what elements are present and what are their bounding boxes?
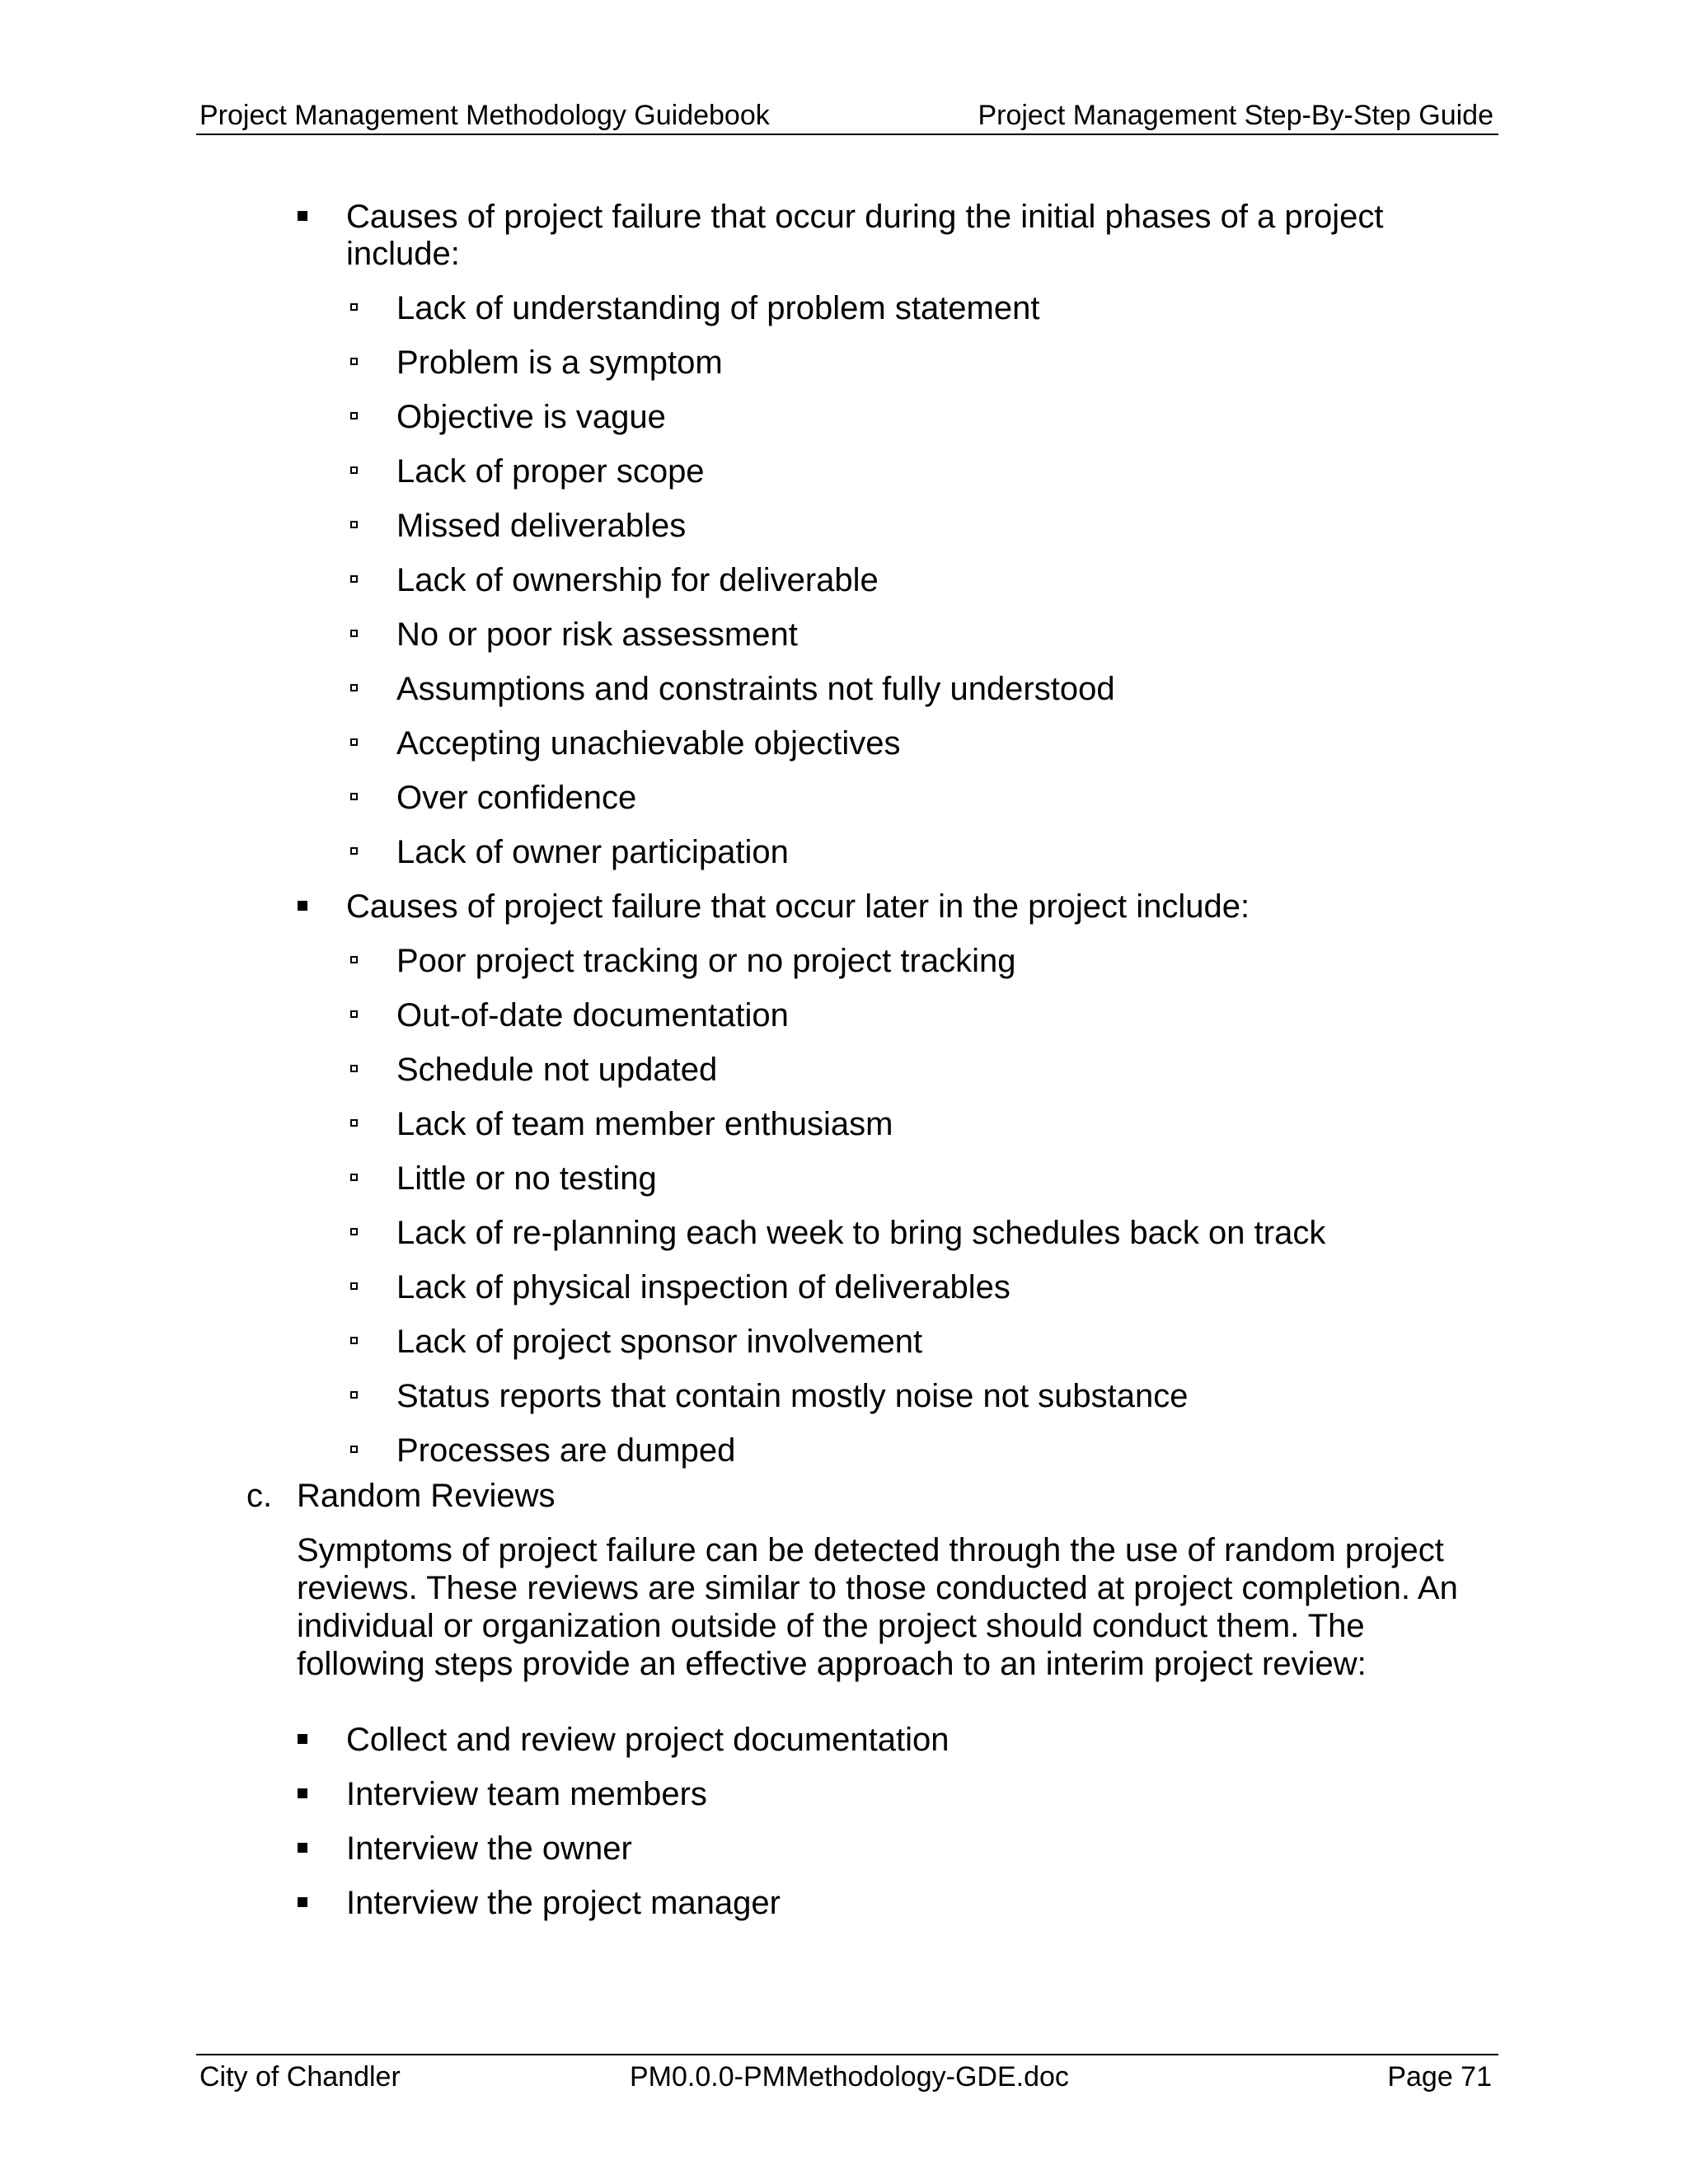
square-bullet-icon xyxy=(298,1734,307,1744)
list-item: Processes are dumped xyxy=(396,1432,736,1469)
list-item-initial-causes-line-2: include: xyxy=(346,236,460,272)
hollow-square-bullet-icon xyxy=(350,847,358,855)
paragraph-line: following steps provide an effective approach to an interim project review: xyxy=(297,1646,1367,1682)
section-heading: Random Reviews xyxy=(297,1478,556,1514)
hollow-square-bullet-icon xyxy=(350,303,358,311)
list-item: Status reports that contain mostly noise not substance xyxy=(396,1378,1189,1414)
hollow-square-bullet-icon xyxy=(350,1010,358,1018)
list-item: Problem is a symptom xyxy=(396,344,723,381)
list-item: Interview the owner xyxy=(346,1830,632,1867)
hollow-square-bullet-icon xyxy=(350,412,358,419)
paragraph-line: reviews. These reviews are similar to those conducted at project completion. An xyxy=(297,1570,1458,1606)
list-item: Lack of re-planning each week to bring schedules back on track xyxy=(396,1215,1326,1251)
section-paragraph xyxy=(297,1531,1458,1683)
header-section-title: Project Management Step-By-Step Guide xyxy=(978,100,1493,131)
square-bullet-icon xyxy=(298,1897,307,1907)
list-item: Lack of ownership for deliverable xyxy=(396,562,879,598)
footer-page-number: Page 71 xyxy=(1387,2061,1492,2093)
list-item: Assumptions and constraints not fully understood xyxy=(396,671,1115,707)
hollow-square-bullet-icon xyxy=(350,738,358,746)
list-item: Interview the project manager xyxy=(346,1885,781,1921)
list-item: Lack of understanding of problem statement xyxy=(396,290,1040,326)
list-item: Over confidence xyxy=(396,780,637,816)
hollow-square-bullet-icon xyxy=(350,1119,358,1127)
hollow-square-bullet-icon xyxy=(350,521,358,528)
section-marker: c. xyxy=(246,1478,273,1514)
hollow-square-bullet-icon xyxy=(350,1337,358,1344)
page-footer xyxy=(196,2054,1498,2095)
list-item: Poor project tracking or no project tracking xyxy=(396,943,1016,979)
hollow-square-bullet-icon xyxy=(350,575,358,583)
list-item-later-causes: Causes of project failure that occur later in the project include: xyxy=(346,888,1250,925)
list-item: Lack of owner participation xyxy=(396,834,789,870)
paragraph-line: individual or organization outside of the project should conduct them. The xyxy=(297,1608,1365,1644)
list-item: Collect and review project documentation xyxy=(346,1722,950,1758)
square-bullet-icon xyxy=(298,211,307,221)
square-bullet-icon xyxy=(298,901,307,911)
hollow-square-bullet-icon xyxy=(350,1065,358,1072)
hollow-square-bullet-icon xyxy=(350,466,358,474)
hollow-square-bullet-icon xyxy=(350,1391,358,1399)
paragraph-line: Symptoms of project failure can be detected through the use of random project xyxy=(297,1532,1444,1568)
page-header xyxy=(196,97,1498,135)
list-item: Lack of proper scope xyxy=(396,453,705,490)
hollow-square-bullet-icon xyxy=(350,793,358,800)
list-item: Little or no testing xyxy=(396,1160,657,1197)
footer-filename: PM0.0.0-PMMethodology-GDE.doc xyxy=(630,2061,1069,2093)
hollow-square-bullet-icon xyxy=(350,684,358,691)
list-item-initial-causes-line-1: Causes of project failure that occur during the initial phases of a project xyxy=(346,199,1384,235)
hollow-square-bullet-icon xyxy=(350,1446,358,1453)
hollow-square-bullet-icon xyxy=(350,630,358,637)
hollow-square-bullet-icon xyxy=(350,956,358,963)
hollow-square-bullet-icon xyxy=(350,1228,358,1235)
hollow-square-bullet-icon xyxy=(350,1174,358,1181)
list-item: Interview team members xyxy=(346,1776,707,1812)
footer-organization: City of Chandler xyxy=(199,2061,401,2093)
list-item: Accepting unachievable objectives xyxy=(396,725,901,762)
square-bullet-icon xyxy=(298,1788,307,1798)
hollow-square-bullet-icon xyxy=(350,1282,358,1290)
square-bullet-icon xyxy=(298,1843,307,1853)
list-item: Lack of team member enthusiasm xyxy=(396,1106,893,1142)
list-item: Objective is vague xyxy=(396,399,666,435)
list-item: No or poor risk assessment xyxy=(396,616,798,653)
list-item: Lack of project sponsor involvement xyxy=(396,1324,923,1360)
list-item: Schedule not updated xyxy=(396,1052,718,1088)
list-item: Lack of physical inspection of deliverables xyxy=(396,1269,1010,1305)
list-item: Out-of-date documentation xyxy=(396,997,789,1033)
list-item: Missed deliverables xyxy=(396,508,687,544)
hollow-square-bullet-icon xyxy=(350,358,358,365)
header-document-title: Project Management Methodology Guidebook xyxy=(199,100,770,131)
